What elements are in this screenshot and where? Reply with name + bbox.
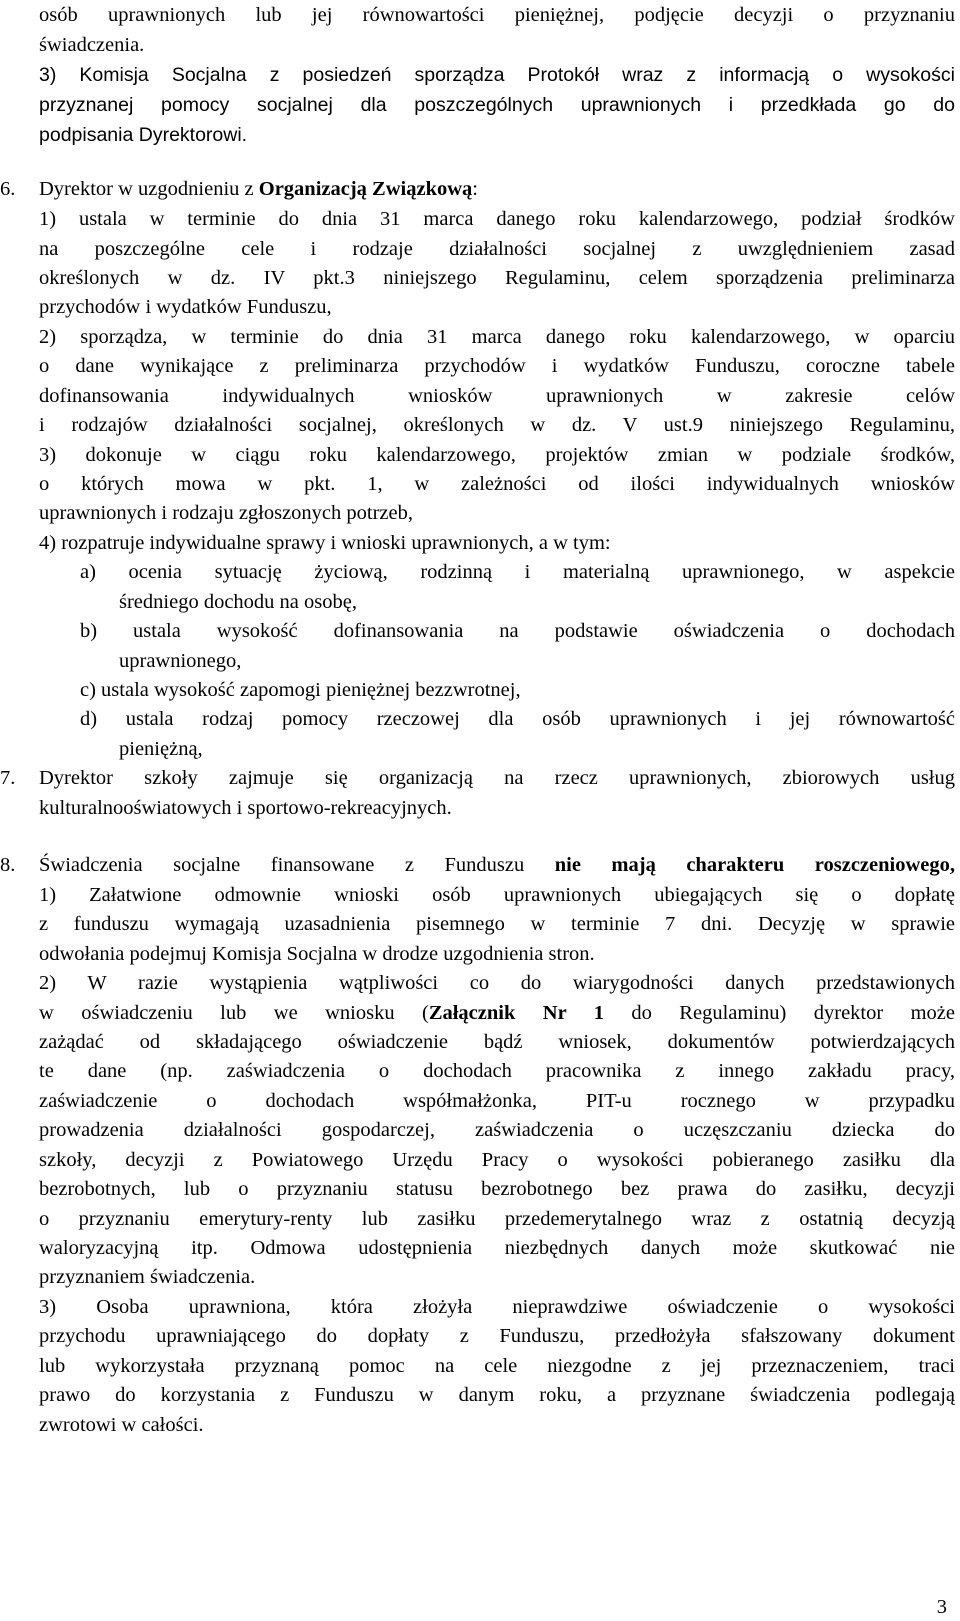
text-line: o przyznaniu emerytury-renty lub zasiłku przedemerytalnego wraz z ostatnią decyzją — [39, 1208, 955, 1230]
text-line: 4) rozpatruje indywidualne sprawy i wnioski uprawnionych, a w tym: — [39, 532, 611, 554]
text-line: odwołania podejmuj Komisja Socjalna w drodze uzgodnienia stron. — [39, 943, 595, 965]
text-line: lub wykorzystała przyznaną pomoc na cele niezgodne z jej przeznaczeniem, traci — [39, 1355, 955, 1377]
text-span: Dyrektor w uzgodnieniu z — [39, 178, 259, 200]
text-line: i rodzajów działalności socjalnej, określonych w dz. V ust.9 niniejszego Regulaminu, — [39, 414, 955, 436]
bold-text: nie mają charakteru roszczeniowego, — [554, 854, 955, 876]
text-line: 2) sporządza, w terminie do dnia 31 marca danego roku kalendarzowego, w oparciu — [39, 326, 955, 348]
text-span: Świadczenia socjalne finansowane z Funduszu — [39, 854, 555, 876]
text-line: przychodów i wydatków Funduszu, — [39, 296, 332, 318]
text-line: świadczenia. — [39, 34, 145, 56]
text-line: prawo do korzystania z Funduszu w danym roku, a przyznane świadczenia podlegają — [39, 1384, 955, 1406]
paragraph-6-heading — [0, 174, 955, 204]
text-line: średniego dochodu na osobę, — [119, 591, 357, 613]
text-line: określonych w dz. IV pkt.3 niniejszego Regulaminu, celem sporządzenia preliminarza — [39, 267, 955, 289]
text-line: kulturalnooświatowych i sportowo-rekreacyjnych. — [39, 797, 452, 819]
text-line: 3) dokonuje w ciągu roku kalendarzowego, projektów zmian w podziale środków, — [39, 444, 955, 466]
text-line: z funduszu wymagają uzasadnienia pisemnego w terminie 7 dni. Decyzję w sprawie — [39, 913, 955, 935]
bold-text: Załącznik Nr 1 — [428, 1002, 604, 1024]
text-line: 2) W razie wystąpienia wątpliwości co do wiarygodności danych przedstawionych — [39, 972, 955, 994]
text-line: 1) ustala w terminie do dnia 31 marca danego roku kalendarzowego, podział środków — [39, 208, 955, 230]
text-line: dofinansowania indywidualnych wniosków uprawnionych w zakresie celów — [39, 385, 955, 407]
paragraph-number: 7. — [0, 767, 16, 789]
text-line: 1) Załatwione odmownie wnioski osób uprawnionych ubiegających się o dopłatę — [39, 884, 955, 906]
text-line: o dane wynikające z preliminarza przychodów i wydatków Funduszu, coroczne tabele — [39, 355, 955, 377]
text-line: przyznanej pomocy socjalnej dla poszczególnych uprawnionych i przedkłada go do — [39, 94, 955, 116]
text-line: 3) Komisja Socjalna z posiedzeń sporządza Protokół wraz z informacją o wysokości — [39, 64, 955, 86]
text-line: szkoły, decyzji z Powiatowego Urzędu Pracy o wysokości pobieranego zasiłku dla — [39, 1149, 955, 1171]
list-item-a: a) ocenia sytuację życiową, rodzinną i materialną uprawnionego, w aspekcie — [80, 561, 955, 583]
text-span: Dyrektor szkoły zajmuje się organizacją na rzecz uprawnionych, zbiorowych usług — [39, 767, 955, 789]
text-line: na poszczególne cele i rodzaje działalności socjalnej z uwzględnieniem zasad — [39, 238, 955, 260]
text-line: o których mowa w pkt. 1, w zależności od ilości indywidualnych wniosków — [39, 473, 955, 495]
paragraph-8-heading — [0, 850, 955, 880]
text-line — [39, 998, 955, 1028]
text-span: w oświadczeniu lub we wniosku ( — [39, 1002, 429, 1024]
text-line: pieniężną, — [119, 738, 203, 760]
text-line: 3) Osoba uprawniona, która złożyła nieprawdziwe oświadczenie o wysokości — [39, 1296, 955, 1318]
text-line: zażądać od składającego oświadczenie bądź wniosek, dokumentów potwierdzających — [39, 1031, 955, 1053]
text-line: waloryzacyjną itp. Odmowa udostępnienia niezbędnych danych może skutkować nie — [39, 1237, 955, 1259]
paragraph-number: 8. — [0, 854, 16, 876]
text-line: uprawnionych i rodzaju zgłoszonych potrzeb, — [39, 502, 414, 524]
list-item-b: b) ustala wysokość dofinansowania na podstawie oświadczenia o dochodach — [80, 620, 955, 642]
list-item-c: c) ustala wysokość zapomogi pieniężnej bezzwrotnej, — [80, 679, 521, 701]
text-line: uprawnionego, — [119, 650, 242, 672]
paragraph-number: 6. — [0, 178, 16, 200]
text-line: osób uprawnionych lub jej równowartości pieniężnej, podjęcie decyzji o przyznaniu — [39, 4, 955, 26]
paragraph-7 — [0, 763, 955, 793]
text-line: przyznaniem świadczenia. — [39, 1266, 256, 1288]
text-line: te dane (np. zaświadczenia o dochodach pracownika z innego zakładu pracy, — [39, 1060, 955, 1082]
text-span: do Regulaminu) dyrektor może — [603, 1002, 955, 1024]
text-line: przychodu uprawniającego do dopłaty z Funduszu, przedłożyła sfałszowany dokument — [39, 1325, 955, 1347]
text-line: prowadzenia działalności gospodarczej, zaświadczenia o uczęszczaniu dziecka do — [39, 1119, 955, 1141]
page-number: 3 — [936, 1596, 947, 1618]
text-line: bezrobotnych, lub o przyznaniu statusu bezrobotnego bez prawa do zasiłku, decyzji — [39, 1178, 955, 1200]
text-span: : — [472, 178, 478, 200]
bold-text: Organizacją Związkową — [258, 178, 473, 200]
text-line: podpisania Dyrektorowi. — [39, 124, 248, 146]
list-item-d: d) ustala rodzaj pomocy rzeczowej dla osób uprawnionych i jej równowartość — [80, 708, 955, 730]
text-line: zwrotowi w całości. — [39, 1414, 204, 1436]
text-line: zaświadczenie o dochodach współmałżonka, PIT-u rocznego w przypadku — [39, 1090, 955, 1112]
